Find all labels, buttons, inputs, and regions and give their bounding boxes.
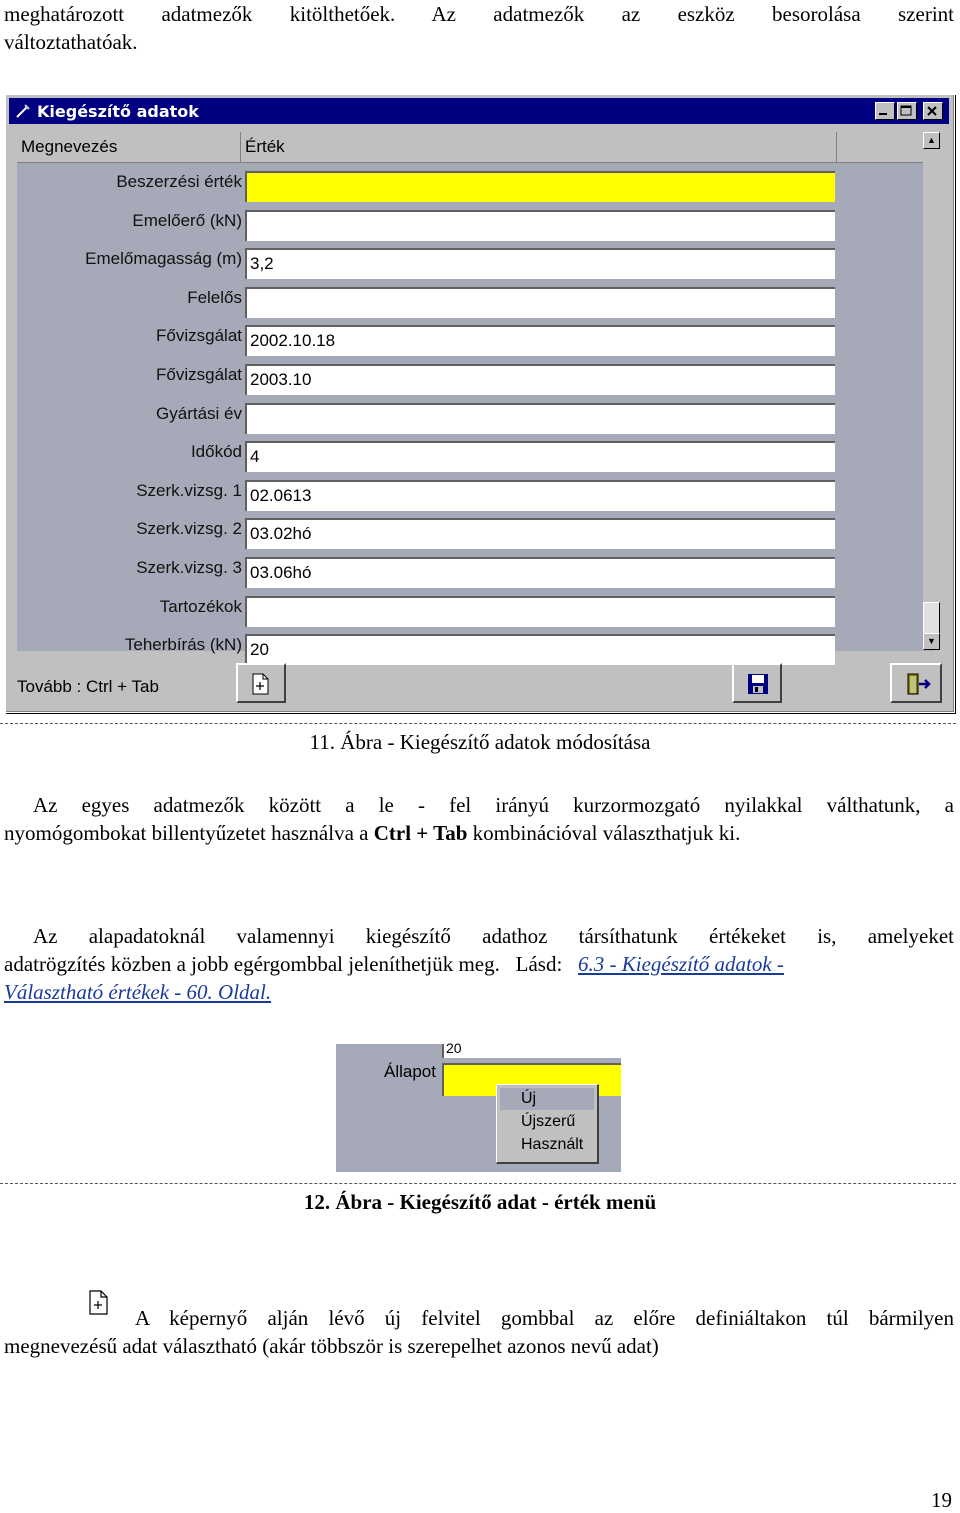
menu-item-new[interactable]: Új (500, 1088, 594, 1110)
reference-link-part-1[interactable]: 6.3 - Kiegészítő adatok - (578, 952, 784, 976)
field-label: Szerk.vizsg. 3 (136, 558, 242, 577)
exit-icon (905, 673, 931, 695)
maximize-icon (898, 104, 914, 118)
field-label: Emelőerő (kN) (132, 210, 242, 230)
paragraph-new-button (4, 1304, 954, 1360)
field-value[interactable]: 2003.10 (245, 364, 835, 395)
field-value[interactable]: 20 (245, 634, 835, 665)
close-icon (924, 104, 940, 118)
save-button[interactable] (732, 663, 782, 703)
header-value[interactable]: Érték (241, 132, 837, 162)
field-label: Szerk.vizsg. 2 (136, 519, 242, 539)
grid-row (17, 396, 934, 435)
grid-row (17, 550, 934, 589)
paragraph-navigation-line-2-post: kombinációval választhatjuk ki. (467, 821, 741, 845)
grid-header (17, 132, 934, 163)
grid-row (17, 627, 934, 666)
header-name[interactable]: Megnevezés (17, 132, 241, 162)
window-titlebar (9, 98, 949, 124)
new-record-button[interactable] (236, 663, 286, 703)
window-app-icon (15, 103, 31, 119)
maximize-button[interactable] (897, 102, 917, 120)
value-context-menu (496, 1084, 599, 1164)
grid-row (17, 511, 934, 550)
grid-row (17, 203, 934, 242)
field-label: Időkód (190, 442, 242, 462)
scroll-down-button[interactable]: ▼ (923, 633, 940, 650)
field-label: Szerk.vizsg. 1 (136, 480, 242, 500)
field-value[interactable]: 4 (245, 441, 835, 472)
grid-row (17, 164, 934, 203)
grid-row (17, 280, 934, 319)
paragraph-navigation (4, 791, 954, 847)
field-value[interactable]: 03.06hó (245, 557, 835, 588)
minimize-button[interactable] (875, 102, 895, 120)
paragraph-navigation-line-2-pre: nyomógombokat billentyűzetet használva a (4, 821, 374, 845)
intro-line-2: változtathatóak. (4, 30, 138, 54)
field-value[interactable]: 03.02hó (245, 518, 835, 549)
field-value[interactable]: 3,2 (245, 248, 835, 279)
grid-row (17, 357, 934, 396)
field-value[interactable] (245, 403, 835, 434)
status-label: Állapot (384, 1062, 436, 1081)
intro-line-1: meghatározott adatmezők kitölthetőek. Az adatmezők az eszköz besorolása szerint (4, 2, 954, 26)
figure-2-caption: 12. Ábra - Kiegészítő adat - érték menü (303, 1190, 657, 1214)
figure-2-separator (0, 1183, 956, 1184)
field-value[interactable]: 02.0613 (245, 480, 835, 511)
footer-hint: Tovább : Ctrl + Tab (17, 677, 159, 696)
value-menu-figure (336, 1040, 621, 1172)
vertical-scrollbar[interactable] (923, 132, 940, 650)
field-value[interactable] (245, 210, 835, 241)
field-label: Fővizsgálat (156, 365, 242, 384)
grid-row (17, 318, 934, 357)
menu-item-used[interactable]: Használt (521, 1136, 584, 1153)
field-label: Beszerzési érték (116, 172, 242, 191)
field-label: Fővizsgálat (156, 326, 242, 346)
scroll-thumb[interactable] (923, 602, 940, 634)
paragraph-values (4, 922, 954, 1006)
field-value[interactable]: 2002.10.18 (245, 325, 835, 356)
figure-1-separator (0, 723, 956, 724)
paragraph-values-line-1: Az alapadatoknál valamennyi kiegészítő adathoz társíthatunk értékeket is, amelyeket (33, 924, 954, 948)
figure-1-caption: 11. Ábra - Kiegészítő adatok módosítása (309, 730, 651, 754)
menu-item-like-new[interactable]: Újszerű (521, 1113, 576, 1130)
field-value[interactable] (245, 287, 835, 318)
page-number: 19 (931, 1488, 952, 1512)
grid-row (17, 241, 934, 280)
exit-button[interactable] (890, 663, 942, 703)
supplementary-data-window (5, 94, 955, 713)
window-title: Kiegészítő adatok (37, 102, 199, 121)
grid-row (17, 589, 934, 628)
paragraph-values-line-2-pre: adatrögzítés közben a jobb egérgombbal jeleníthetjük meg. Lásd: (4, 952, 579, 976)
reference-link-part-2[interactable]: Választható értékek - 60. Oldal. (4, 980, 272, 1004)
field-label: Gyártási év (156, 403, 242, 423)
field-label: Emelőmagasság (m) (85, 249, 242, 269)
grid-row (17, 473, 934, 512)
field-value[interactable] (245, 596, 835, 627)
field-label: Teherbírás (kN) (124, 635, 242, 655)
field-label: Felelős (187, 287, 242, 307)
scroll-up-button[interactable]: ▲ (923, 132, 940, 149)
intro-paragraph (4, 0, 954, 56)
paragraph-navigation-line-1: Az egyes adatmezők között a le - fel irányú kurzormozgató nyilakkal válthatunk, a (33, 793, 954, 817)
save-icon (747, 673, 769, 695)
new-record-icon (251, 673, 271, 695)
previous-field-value: 20 (442, 1044, 621, 1058)
shortcut-ctrl-tab: Ctrl + Tab (373, 821, 468, 845)
field-label: Tartozékok (159, 596, 242, 616)
paragraph-new-button-line-2: megnevezésű adat választható (akár többször is szerepelhet azonos nevű adat) (4, 1334, 659, 1358)
minimize-icon (876, 104, 892, 118)
grid-row (17, 434, 934, 473)
field-value[interactable] (245, 171, 835, 202)
paragraph-new-button-line-1: A képernyő alján lévő új felvitel gombbal az előre definiáltakon túl bármilyen (135, 1306, 954, 1330)
close-button[interactable] (923, 102, 943, 120)
data-grid (17, 132, 936, 660)
